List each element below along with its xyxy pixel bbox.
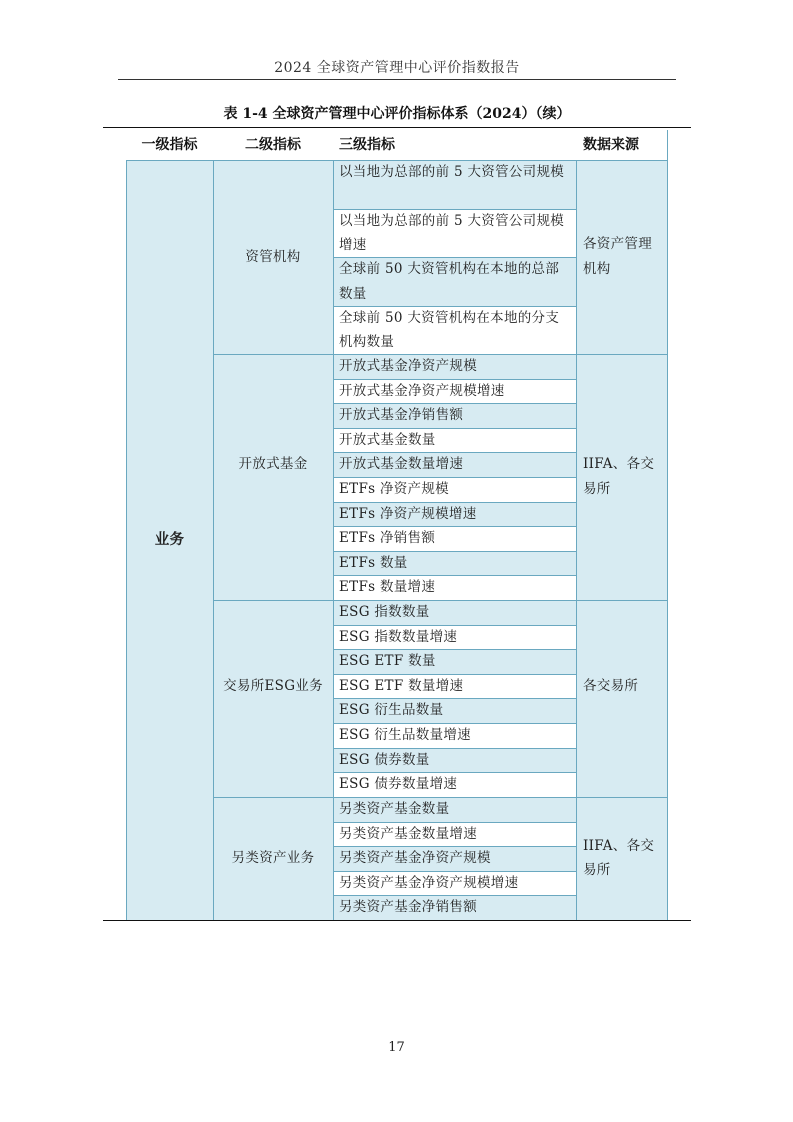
row-divider xyxy=(333,649,576,650)
level3-item: ESG 债券数量 xyxy=(333,748,576,773)
level3-item: ESG ETF 数量增速 xyxy=(333,674,576,699)
source-cell xyxy=(576,797,667,920)
row-divider xyxy=(333,822,576,823)
table-bottom-rule xyxy=(103,920,691,921)
level3-item: ESG ETF 数量 xyxy=(333,649,576,674)
row-divider xyxy=(333,698,576,699)
row-divider xyxy=(333,403,576,404)
table-title: 表 1-4 全球资产管理中心评价指标体系（2024）（续） xyxy=(223,106,571,122)
level3-item: 另类资产基金数量 xyxy=(333,797,576,822)
level3-item: ESG 衍生品数量增速 xyxy=(333,723,576,748)
column-header-level2: 二级指标 xyxy=(213,130,333,160)
border-col2 xyxy=(333,160,334,920)
source-label: IIFA、各交易所 xyxy=(583,456,655,497)
page-header: 2024 全球资产管理中心评价指数报告 xyxy=(274,60,520,76)
border-col3 xyxy=(576,160,577,920)
row-divider xyxy=(333,895,576,896)
level3-item: 另类资产基金净资产规模 xyxy=(333,846,576,871)
level3-item: 全球前 50 大资管机构在本地的总部数量 xyxy=(333,257,576,306)
level2-label: 开放式基金 xyxy=(238,456,308,473)
source-cell xyxy=(576,354,667,600)
level3-item: 以当地为总部的前 5 大资管公司规模 xyxy=(333,160,576,209)
border-col1 xyxy=(213,160,214,920)
level3-item: 开放式基金净资产规模增速 xyxy=(333,379,576,404)
row-divider xyxy=(333,674,576,675)
row-divider xyxy=(333,306,576,307)
row-divider xyxy=(333,502,576,503)
level3-item: ESG 衍生品数量 xyxy=(333,698,576,723)
row-divider xyxy=(333,209,576,210)
level3-item: 开放式基金数量 xyxy=(333,428,576,453)
level3-item: 开放式基金数量增速 xyxy=(333,452,576,477)
row-divider xyxy=(333,379,576,380)
group-divider xyxy=(213,797,667,798)
level2-label: 另类资产业务 xyxy=(231,850,315,867)
row-divider xyxy=(333,625,576,626)
level3-item: ETFs 数量增速 xyxy=(333,575,576,600)
group-divider xyxy=(213,354,667,355)
level3-item: 开放式基金净销售额 xyxy=(333,403,576,428)
level3-item: ESG 债券数量增速 xyxy=(333,772,576,797)
row-divider xyxy=(333,772,576,773)
group-divider xyxy=(213,600,667,601)
column-header-level3: 三级指标 xyxy=(333,130,576,160)
level3-item: 另类资产基金净销售额 xyxy=(333,895,576,920)
level3-item: ESG 指数数量增速 xyxy=(333,625,576,650)
row-divider xyxy=(333,846,576,847)
level3-item: ETFs 净销售额 xyxy=(333,526,576,551)
header-rule xyxy=(118,79,676,80)
row-divider xyxy=(333,477,576,478)
source-cell xyxy=(576,600,667,797)
row-divider xyxy=(333,452,576,453)
column-header-source: 数据来源 xyxy=(576,130,667,160)
level3-item: 另类资产基金数量增速 xyxy=(333,822,576,847)
level2-cell xyxy=(213,600,333,797)
level2-cell xyxy=(213,354,333,600)
border-right xyxy=(667,130,668,920)
row-divider xyxy=(333,428,576,429)
source-cell xyxy=(576,160,667,354)
level3-item: 全球前 50 大资管机构在本地的分支机构数量 xyxy=(333,306,576,355)
level1-cell xyxy=(126,160,213,920)
level2-label: 资管机构 xyxy=(245,248,301,265)
level3-item: 开放式基金净资产规模 xyxy=(333,354,576,379)
row-divider xyxy=(333,257,576,258)
page-number: 17 xyxy=(388,1040,405,1055)
level3-item: 另类资产基金净资产规模增速 xyxy=(333,871,576,896)
level2-label: 交易所ESG业务 xyxy=(223,677,323,694)
column-header-level1: 一级指标 xyxy=(126,130,213,160)
level2-cell xyxy=(213,797,333,920)
source-label: 各资产管理机构 xyxy=(583,236,652,277)
level3-item: ETFs 净资产规模增速 xyxy=(333,502,576,527)
row-divider xyxy=(333,575,576,576)
source-label: IIFA、各交易所 xyxy=(583,837,655,879)
level3-item: ETFs 数量 xyxy=(333,551,576,576)
row-divider xyxy=(333,551,576,552)
row-divider xyxy=(333,871,576,872)
row-divider xyxy=(333,748,576,749)
header-bottom-border xyxy=(126,160,667,161)
row-divider xyxy=(333,526,576,527)
level2-cell xyxy=(213,160,333,354)
level3-item: ESG 指数数量 xyxy=(333,600,576,625)
table-top-rule xyxy=(103,127,691,128)
row-divider xyxy=(333,723,576,724)
source-label: 各交易所 xyxy=(583,677,639,694)
level3-item: 以当地为总部的前 5 大资管公司规模增速 xyxy=(333,209,576,258)
border-left xyxy=(126,160,127,920)
level3-item: ETFs 净资产规模 xyxy=(333,477,576,502)
level1-label: 业务 xyxy=(154,531,185,548)
